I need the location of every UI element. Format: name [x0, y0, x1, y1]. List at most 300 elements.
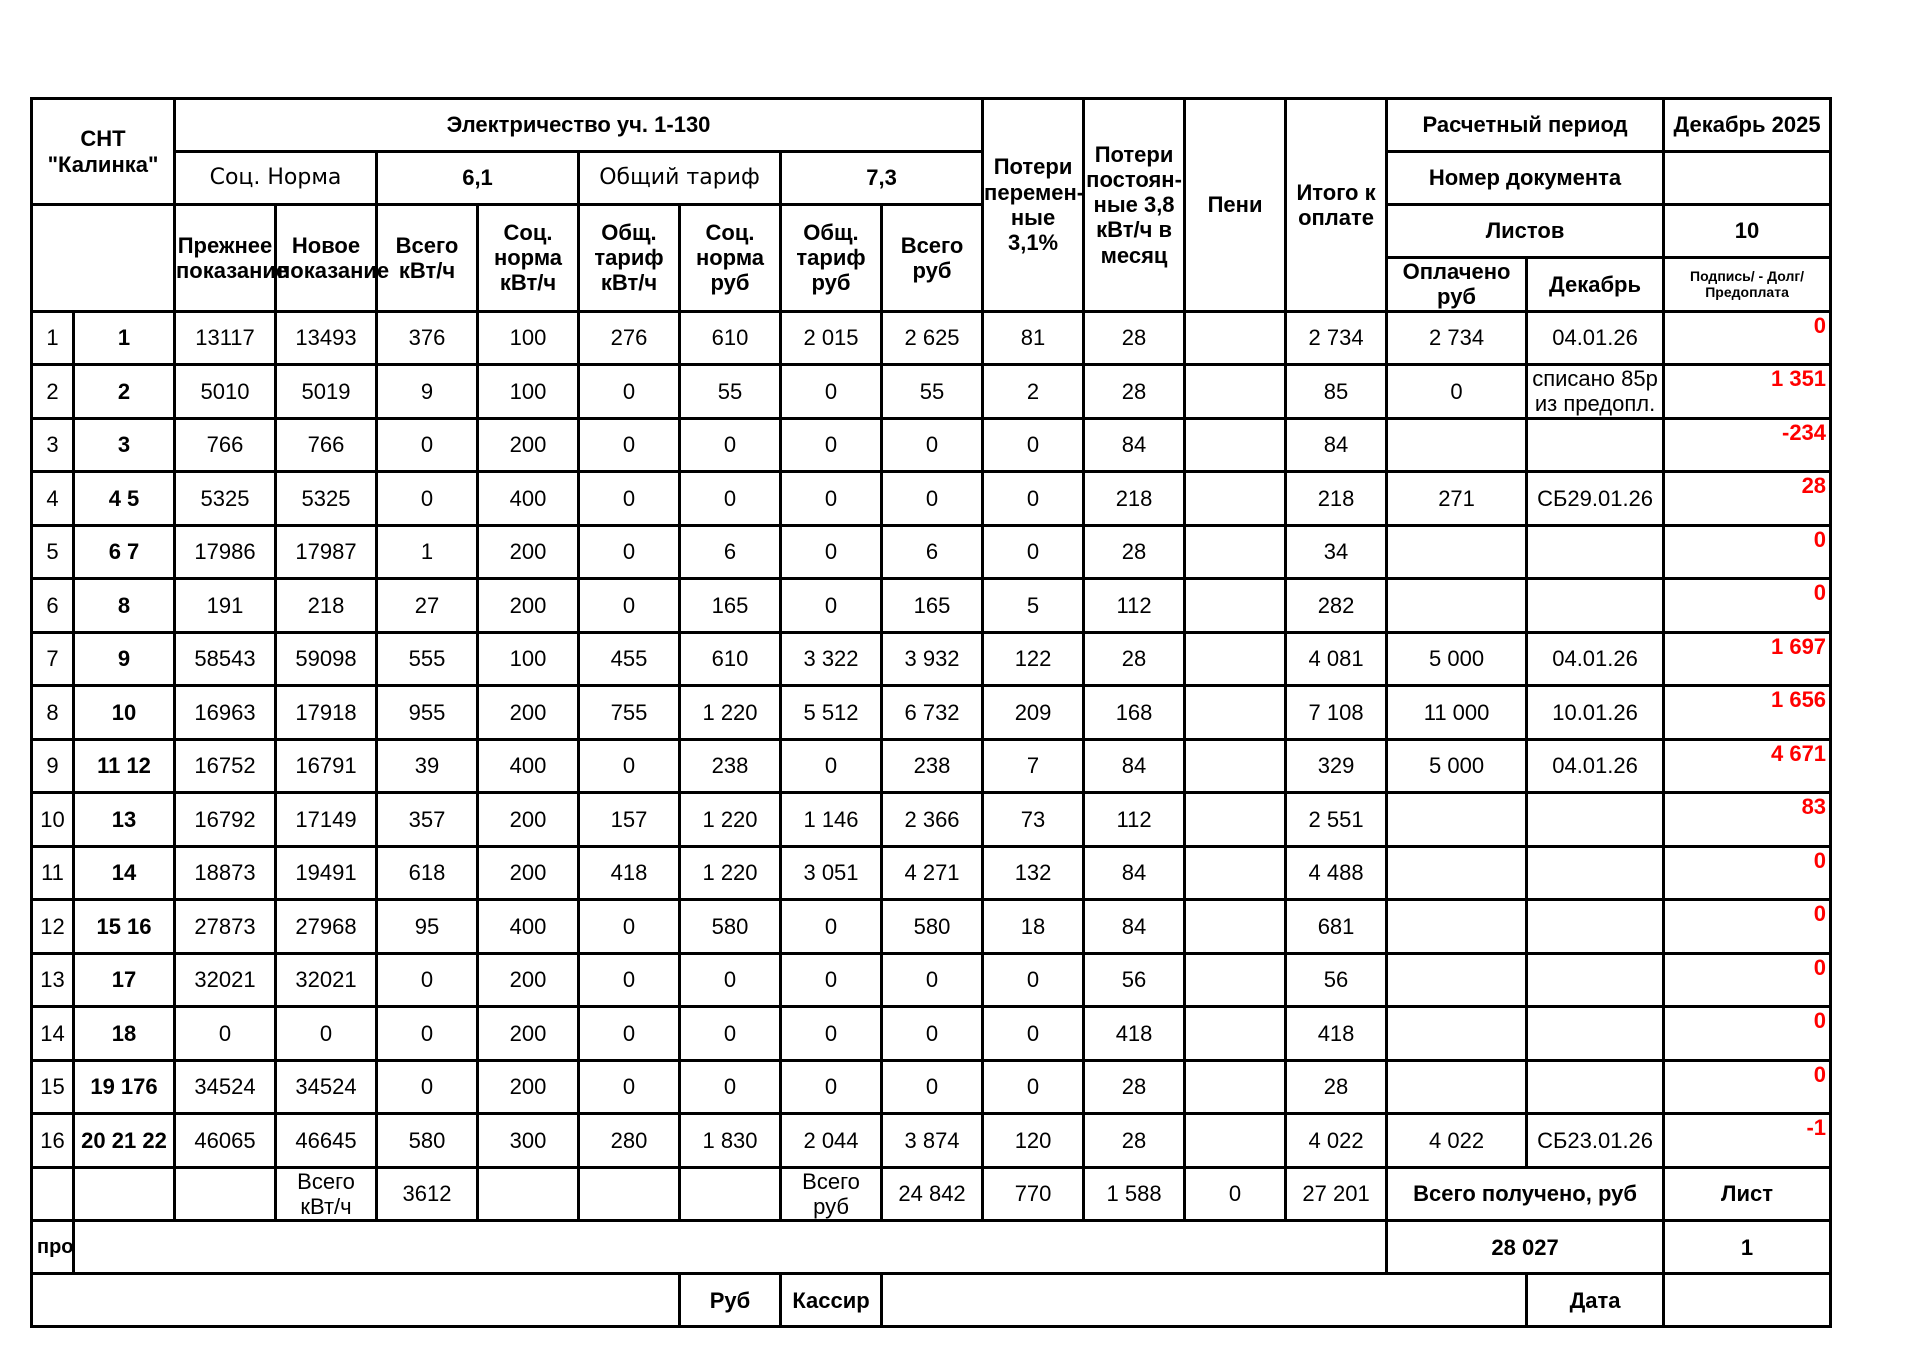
- row-number: 12: [32, 900, 74, 954]
- general-tariff-value: 7,3: [781, 152, 983, 205]
- gen-rub: 0: [781, 1007, 882, 1061]
- soc-kwh: 100: [478, 632, 579, 686]
- table-row: [32, 1114, 1831, 1168]
- balance: -1: [1664, 1114, 1831, 1168]
- december-note: СБ23.01.26: [1527, 1114, 1664, 1168]
- gen-kwh: 418: [579, 846, 680, 900]
- plot-number: 3: [74, 418, 175, 472]
- balance: 0: [1664, 1060, 1831, 1114]
- col-signature: Подпись/ - Долг/Предоплата: [1664, 258, 1831, 312]
- total-rub: 4 271: [882, 846, 983, 900]
- total-due: 84: [1286, 418, 1387, 472]
- sheets-label: Листов: [1387, 205, 1664, 258]
- gen-kwh: 0: [579, 579, 680, 633]
- paid-rub: 2 734: [1387, 311, 1527, 365]
- penalty: [1185, 739, 1286, 793]
- total-rub: 55: [882, 365, 983, 419]
- gen-kwh: 280: [579, 1114, 680, 1168]
- prev-reading: 16963: [175, 686, 276, 740]
- gen-rub: 0: [781, 472, 882, 526]
- paid-rub: [1387, 525, 1527, 579]
- december-note: СБ29.01.26: [1527, 472, 1664, 526]
- new-reading: 13493: [276, 311, 377, 365]
- losses-const: 28: [1084, 632, 1185, 686]
- losses-const: 84: [1084, 739, 1185, 793]
- losses-variable-header: Потери перемен-ные 3,1%: [983, 99, 1084, 312]
- total-due: 7 108: [1286, 686, 1387, 740]
- footer-cashier-signature: [882, 1274, 1527, 1327]
- penalty: [1185, 311, 1286, 365]
- total-rub: 3 932: [882, 632, 983, 686]
- soc-rub: 1 220: [680, 686, 781, 740]
- plot-number: 4 5: [74, 472, 175, 526]
- december-note: 10.01.26: [1527, 686, 1664, 740]
- data-rows: [32, 311, 1831, 1167]
- losses-const: 28: [1084, 1060, 1185, 1114]
- new-reading: 17987: [276, 525, 377, 579]
- losses-var: 0: [983, 472, 1084, 526]
- soc-rub: 0: [680, 953, 781, 1007]
- new-reading: 17918: [276, 686, 377, 740]
- sheet-title: Электричество уч. 1-130: [175, 99, 983, 152]
- gen-rub: 3 051: [781, 846, 882, 900]
- soc-kwh: 100: [478, 311, 579, 365]
- prev-reading: 0: [175, 1007, 276, 1061]
- total-kwh: 376: [377, 311, 478, 365]
- gen-kwh: 455: [579, 632, 680, 686]
- total-kwh: 357: [377, 793, 478, 847]
- soc-kwh: 400: [478, 900, 579, 954]
- plot-number: 1: [74, 311, 175, 365]
- prev-reading: 13117: [175, 311, 276, 365]
- row-number: 16: [32, 1114, 74, 1168]
- paid-rub: 4 022: [1387, 1114, 1527, 1168]
- total-kwh: 0: [377, 953, 478, 1007]
- total-rub: 165: [882, 579, 983, 633]
- col-gen-kwh: Общ. тариф кВт/ч: [579, 205, 680, 312]
- gen-kwh: 0: [579, 525, 680, 579]
- losses-const: 112: [1084, 579, 1185, 633]
- losses-const: 28: [1084, 1114, 1185, 1168]
- row-number: 11: [32, 846, 74, 900]
- total-rub: 0: [882, 1007, 983, 1061]
- total-kwh: 0: [377, 1060, 478, 1114]
- balance: 0: [1664, 900, 1831, 954]
- gen-kwh: 0: [579, 1007, 680, 1061]
- losses-var: 0: [983, 525, 1084, 579]
- gen-kwh: 0: [579, 1060, 680, 1114]
- plot-number: 14: [74, 846, 175, 900]
- soc-kwh: 200: [478, 846, 579, 900]
- penalty: [1185, 900, 1286, 954]
- table-row: [32, 472, 1831, 526]
- paid-rub: 0: [1387, 365, 1527, 419]
- col-soc-kwh: Соц. норма кВт/ч: [478, 205, 579, 312]
- plot-number: 8: [74, 579, 175, 633]
- soc-rub: 580: [680, 900, 781, 954]
- table-row: [32, 900, 1831, 954]
- plot-number: 19 176: [74, 1060, 175, 1114]
- table-row: [32, 846, 1831, 900]
- totals-losses-const: 1 588: [1084, 1167, 1185, 1221]
- table-row: [32, 953, 1831, 1007]
- penalty: [1185, 472, 1286, 526]
- balance: 83: [1664, 793, 1831, 847]
- sheets-value: 10: [1664, 205, 1831, 258]
- total-due: 4 081: [1286, 632, 1387, 686]
- paid-rub: [1387, 793, 1527, 847]
- losses-var: 0: [983, 1060, 1084, 1114]
- row-number: 14: [32, 1007, 74, 1061]
- total-rub: 6 732: [882, 686, 983, 740]
- prev-reading: 17986: [175, 525, 276, 579]
- gen-rub: 0: [781, 1060, 882, 1114]
- new-reading: 766: [276, 418, 377, 472]
- total-due: 218: [1286, 472, 1387, 526]
- gen-rub: 1 146: [781, 793, 882, 847]
- gen-rub: 3 322: [781, 632, 882, 686]
- table-row: [32, 739, 1831, 793]
- paid-rub: [1387, 1007, 1527, 1061]
- gen-kwh: 755: [579, 686, 680, 740]
- gen-rub: 0: [781, 418, 882, 472]
- losses-var: 0: [983, 1007, 1084, 1061]
- december-note: [1527, 846, 1664, 900]
- col-paid-rub: Оплачено руб: [1387, 258, 1527, 312]
- losses-const: 84: [1084, 846, 1185, 900]
- paid-rub: [1387, 846, 1527, 900]
- gen-rub: 0: [781, 579, 882, 633]
- org-spacer: [32, 205, 175, 312]
- new-reading: 218: [276, 579, 377, 633]
- total-rub: 0: [882, 953, 983, 1007]
- soc-rub: 238: [680, 739, 781, 793]
- paid-rub: [1387, 900, 1527, 954]
- electricity-sheet-table: [30, 97, 1832, 1328]
- prev-reading: 16792: [175, 793, 276, 847]
- gen-kwh: 0: [579, 900, 680, 954]
- december-note: [1527, 900, 1664, 954]
- balance: 4 671: [1664, 739, 1831, 793]
- total-due-header: Итого к оплате: [1286, 99, 1387, 312]
- december-note: [1527, 579, 1664, 633]
- losses-const: 56: [1084, 953, 1185, 1007]
- gen-rub: 0: [781, 525, 882, 579]
- gen-kwh: 0: [579, 418, 680, 472]
- gen-kwh: 0: [579, 739, 680, 793]
- losses-const: 84: [1084, 900, 1185, 954]
- prev-reading: 191: [175, 579, 276, 633]
- row-number: 7: [32, 632, 74, 686]
- total-due: 2 734: [1286, 311, 1387, 365]
- footer-blank-left: [32, 1274, 680, 1327]
- totals-empty-2: [74, 1167, 175, 1221]
- table-row: [32, 525, 1831, 579]
- losses-var: 7: [983, 739, 1084, 793]
- totals-empty-1: [32, 1167, 74, 1221]
- total-rub: 580: [882, 900, 983, 954]
- totals-kwh-value: 3612: [377, 1167, 478, 1221]
- total-due: 56: [1286, 953, 1387, 1007]
- soc-rub: 6: [680, 525, 781, 579]
- gen-kwh: 0: [579, 472, 680, 526]
- row-number: 6: [32, 579, 74, 633]
- total-rub: 0: [882, 472, 983, 526]
- new-reading: 34524: [276, 1060, 377, 1114]
- row-number: 1: [32, 311, 74, 365]
- december-note: [1527, 525, 1664, 579]
- new-reading: 19491: [276, 846, 377, 900]
- total-kwh: 9: [377, 365, 478, 419]
- total-kwh: 580: [377, 1114, 478, 1168]
- soc-rub: 1 220: [680, 793, 781, 847]
- penalty: [1185, 793, 1286, 847]
- received-value: 28 027: [1387, 1221, 1664, 1274]
- total-kwh: 0: [377, 472, 478, 526]
- gen-rub: 0: [781, 953, 882, 1007]
- total-kwh: 555: [377, 632, 478, 686]
- december-note: [1527, 1007, 1664, 1061]
- december-note: 04.01.26: [1527, 632, 1664, 686]
- soc-rub: 610: [680, 632, 781, 686]
- penalty: [1185, 686, 1286, 740]
- plot-number: 10: [74, 686, 175, 740]
- total-rub: 238: [882, 739, 983, 793]
- total-rub: 6: [882, 525, 983, 579]
- table-row: [32, 365, 1831, 419]
- balance: -234: [1664, 418, 1831, 472]
- totals-kwh-label: Всего кВт/ч: [276, 1167, 377, 1221]
- total-due: 34: [1286, 525, 1387, 579]
- prev-reading: 18873: [175, 846, 276, 900]
- footer-date-label: Дата: [1527, 1274, 1664, 1327]
- new-reading: 5019: [276, 365, 377, 419]
- period-label: Расчетный период: [1387, 99, 1664, 152]
- total-due: 4 488: [1286, 846, 1387, 900]
- total-kwh: 0: [377, 1007, 478, 1061]
- plot-number: 17: [74, 953, 175, 1007]
- total-kwh: 618: [377, 846, 478, 900]
- gen-rub: 0: [781, 739, 882, 793]
- soc-rub: 55: [680, 365, 781, 419]
- row-number: 15: [32, 1060, 74, 1114]
- totals-penalty: 0: [1185, 1167, 1286, 1221]
- soc-rub: 0: [680, 1007, 781, 1061]
- new-reading: 5325: [276, 472, 377, 526]
- paid-rub: [1387, 418, 1527, 472]
- penalty: [1185, 1114, 1286, 1168]
- losses-var: 81: [983, 311, 1084, 365]
- paid-rub: [1387, 579, 1527, 633]
- total-due: 4 022: [1286, 1114, 1387, 1168]
- footer-left-label: про: [32, 1221, 74, 1274]
- totals-rub-value: 24 842: [882, 1167, 983, 1221]
- gen-rub: 2 015: [781, 311, 882, 365]
- org-name: СНТ "Калинка": [32, 99, 175, 205]
- total-rub: 3 874: [882, 1114, 983, 1168]
- losses-const: 418: [1084, 1007, 1185, 1061]
- balance: 1 697: [1664, 632, 1831, 686]
- losses-var: 18: [983, 900, 1084, 954]
- december-note: [1527, 418, 1664, 472]
- soc-kwh: 200: [478, 525, 579, 579]
- losses-var: 0: [983, 953, 1084, 1007]
- penalty-header: Пени: [1185, 99, 1286, 312]
- soc-rub: 0: [680, 472, 781, 526]
- soc-kwh: 200: [478, 1007, 579, 1061]
- footer-blank-area: [74, 1221, 1387, 1274]
- row-number: 2: [32, 365, 74, 419]
- december-note: [1527, 793, 1664, 847]
- prev-reading: 46065: [175, 1114, 276, 1168]
- table-row: [32, 793, 1831, 847]
- col-soc-rub: Соц. норма руб: [680, 205, 781, 312]
- soc-rub: 0: [680, 418, 781, 472]
- totals-empty-3: [175, 1167, 276, 1221]
- prev-reading: 34524: [175, 1060, 276, 1114]
- total-rub: 0: [882, 418, 983, 472]
- table-row: [32, 632, 1831, 686]
- docnum-label: Номер документа: [1387, 152, 1664, 205]
- balance: 1 351: [1664, 365, 1831, 419]
- paid-rub: 271: [1387, 472, 1527, 526]
- soc-kwh: 200: [478, 418, 579, 472]
- prev-reading: 16752: [175, 739, 276, 793]
- soc-kwh: 400: [478, 739, 579, 793]
- plot-number: 6 7: [74, 525, 175, 579]
- total-kwh: 39: [377, 739, 478, 793]
- row-number: 8: [32, 686, 74, 740]
- penalty: [1185, 632, 1286, 686]
- plot-number: 15 16: [74, 900, 175, 954]
- soc-kwh: 200: [478, 579, 579, 633]
- soc-rub: 165: [680, 579, 781, 633]
- total-due: 85: [1286, 365, 1387, 419]
- totals-losses-var: 770: [983, 1167, 1084, 1221]
- col-total-rub: Всего руб: [882, 205, 983, 312]
- losses-const: 84: [1084, 418, 1185, 472]
- soc-norm-label: Соц. Норма: [175, 152, 377, 205]
- row-number: 5: [32, 525, 74, 579]
- penalty: [1185, 846, 1286, 900]
- row-number: 3: [32, 418, 74, 472]
- losses-const: 112: [1084, 793, 1185, 847]
- plot-number: 2: [74, 365, 175, 419]
- new-reading: 46645: [276, 1114, 377, 1168]
- total-kwh: 95: [377, 900, 478, 954]
- losses-const: 28: [1084, 525, 1185, 579]
- col-prev-reading: Прежнее показание: [175, 205, 276, 312]
- sheet-label: Лист: [1664, 1167, 1831, 1221]
- losses-var: 120: [983, 1114, 1084, 1168]
- table-row: [32, 418, 1831, 472]
- total-kwh: 955: [377, 686, 478, 740]
- losses-var: 2: [983, 365, 1084, 419]
- plot-number: 18: [74, 1007, 175, 1061]
- totals-rub-label: Всего руб: [781, 1167, 882, 1221]
- penalty: [1185, 525, 1286, 579]
- new-reading: 16791: [276, 739, 377, 793]
- total-due: 329: [1286, 739, 1387, 793]
- paid-rub: 5 000: [1387, 739, 1527, 793]
- balance: 0: [1664, 846, 1831, 900]
- footer-date-value: [1664, 1274, 1831, 1327]
- totals-empty-6: [680, 1167, 781, 1221]
- gen-rub: 2 044: [781, 1114, 882, 1168]
- gen-kwh: 276: [579, 311, 680, 365]
- new-reading: 17149: [276, 793, 377, 847]
- gen-rub: 5 512: [781, 686, 882, 740]
- soc-kwh: 400: [478, 472, 579, 526]
- gen-rub: 0: [781, 900, 882, 954]
- total-rub: 2 366: [882, 793, 983, 847]
- general-tariff-label: Общий тариф: [579, 152, 781, 205]
- row-number: 13: [32, 953, 74, 1007]
- penalty: [1185, 418, 1286, 472]
- penalty: [1185, 1007, 1286, 1061]
- losses-var: 5: [983, 579, 1084, 633]
- total-due: 282: [1286, 579, 1387, 633]
- table-row: [32, 1007, 1831, 1061]
- footer-rub-label: Руб: [680, 1274, 781, 1327]
- soc-kwh: 200: [478, 1060, 579, 1114]
- period-value: Декабрь 2025: [1664, 99, 1831, 152]
- footer-cashier-label: Кассир: [781, 1274, 882, 1327]
- soc-kwh: 100: [478, 365, 579, 419]
- table-row: [32, 1060, 1831, 1114]
- soc-norm-value: 6,1: [377, 152, 579, 205]
- balance: 28: [1664, 472, 1831, 526]
- gen-kwh: 157: [579, 793, 680, 847]
- december-note: [1527, 1060, 1664, 1114]
- soc-kwh: 200: [478, 953, 579, 1007]
- row-number: 9: [32, 739, 74, 793]
- prev-reading: 32021: [175, 953, 276, 1007]
- plot-number: 11 12: [74, 739, 175, 793]
- total-kwh: 0: [377, 418, 478, 472]
- losses-const: 28: [1084, 365, 1185, 419]
- col-gen-rub: Общ. тариф руб: [781, 205, 882, 312]
- col-new-reading: Новое показание: [276, 205, 377, 312]
- soc-kwh: 200: [478, 686, 579, 740]
- penalty: [1185, 365, 1286, 419]
- penalty: [1185, 953, 1286, 1007]
- plot-number: 9: [74, 632, 175, 686]
- soc-rub: 610: [680, 311, 781, 365]
- docnum-value: [1664, 152, 1831, 205]
- plot-number: 13: [74, 793, 175, 847]
- new-reading: 59098: [276, 632, 377, 686]
- december-note: списано 85р из предопл.: [1527, 365, 1664, 419]
- losses-const: 168: [1084, 686, 1185, 740]
- losses-var: 209: [983, 686, 1084, 740]
- total-rub: 2 625: [882, 311, 983, 365]
- new-reading: 32021: [276, 953, 377, 1007]
- losses-constant-header: Потери постоян-ные 3,8 кВт/ч в месяц: [1084, 99, 1185, 312]
- received-label: Всего получено, руб: [1387, 1167, 1664, 1221]
- december-note: 04.01.26: [1527, 311, 1664, 365]
- penalty: [1185, 579, 1286, 633]
- losses-const: 218: [1084, 472, 1185, 526]
- table-row: [32, 311, 1831, 365]
- losses-var: 0: [983, 418, 1084, 472]
- balance: 0: [1664, 579, 1831, 633]
- soc-rub: 0: [680, 1060, 781, 1114]
- totals-due: 27 201: [1286, 1167, 1387, 1221]
- december-note: [1527, 953, 1664, 1007]
- paid-rub: [1387, 953, 1527, 1007]
- prev-reading: 5325: [175, 472, 276, 526]
